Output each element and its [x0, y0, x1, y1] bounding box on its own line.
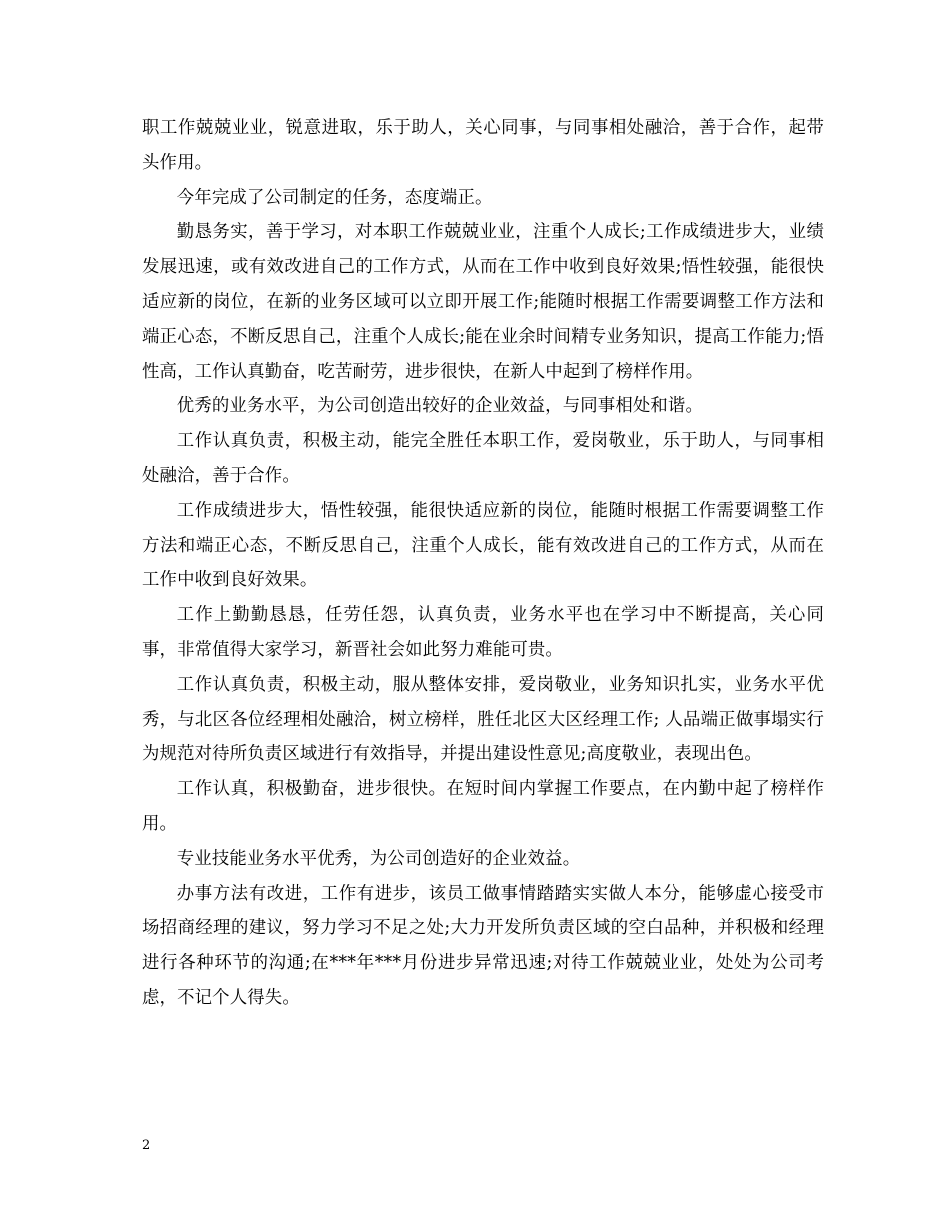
- paragraph: 职工作兢兢业业，锐意进取，乐于助人，关心同事，与同事相处融洽，善于合作，起带头作用。: [142, 118, 824, 173]
- paragraph: 工作认真负责，积极主动，能完全胜任本职工作，爱岗敬业，乐于助人，与同事相处融洽，善于合作。: [142, 431, 824, 486]
- paragraph: 工作认真负责，积极主动，服从整体安排，爱岗敬业，业务知识扎实，业务水平优秀，与北区各位经理相处融洽，树立榜样，胜任北区大区经理工作; 人品端正做事塌实行为规范对待所负责区域进行有效指导，并提出建设性意见;高度敬业，表现出色。: [142, 674, 824, 765]
- paragraph: 工作上勤勤恳恳，任劳任怨，认真负责，业务水平也在学习中不断提高，关心同事，非常值得大家学习，新晋社会如此努力难能可贵。: [142, 605, 824, 660]
- paragraph: 办事方法有改进，工作有进步，该员工做事情踏踏实实做人本分，能够虚心接受市场招商经理的建议，努力学习不足之处;大力开发所负责区域的空白品种，并积极和经理进行各种环节的沟通;在***年***月份进步异常迅速;对待工作兢兢业业，处处为公司考虑，不记个人得失。: [142, 883, 824, 1008]
- paragraph: 优秀的业务水平，为公司创造出较好的企业效益，与同事相处和谐。: [176, 396, 704, 417]
- paragraph: 勤恳务实，善于学习，对本职工作兢兢业业，注重个人成长;工作成绩进步大，业绩发展迅速，或有效改进自己的工作方式，从而在工作中收到良好效果;悟性较强，能很快适应新的岗位，在新的业务区域可以立即开展工作;能随时根据工作需要调整工作方法和端正心态，不断反思自己，注重个人成长;能在业余时间精专业务知识，提高工作能力;悟性高，工作认真勤奋，吃苦耐劳，进步很快，在新人中起到了榜样作用。: [142, 222, 824, 382]
- page-number: 2: [142, 1138, 151, 1153]
- paragraph: 今年完成了公司制定的任务，态度端正。: [176, 187, 493, 208]
- paragraph: 工作认真，积极勤奋，进步很快。在短时间内掌握工作要点，在内勤中起了榜样作用。: [142, 779, 824, 834]
- paragraph: 专业技能业务水平优秀，为公司创造好的企业效益。: [176, 848, 581, 869]
- paragraph: 工作成绩进步大，悟性较强，能很快适应新的岗位，能随时根据工作需要调整工作方法和端正心态，不断反思自己，注重个人成长，能有效改进自己的工作方式，从而在工作中收到良好效果。: [142, 500, 824, 591]
- body-text: [142, 111, 824, 1016]
